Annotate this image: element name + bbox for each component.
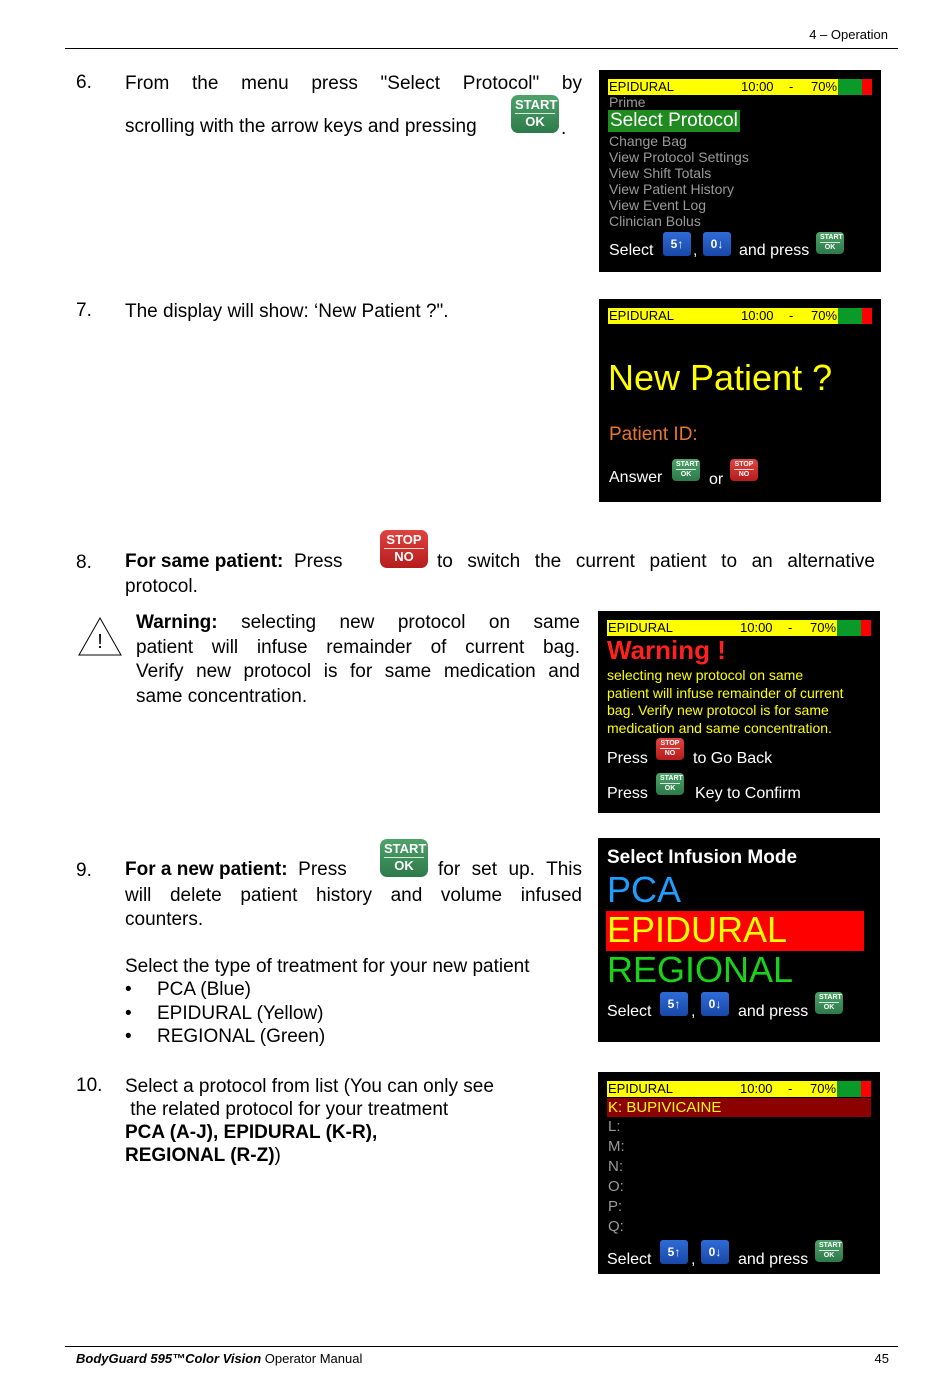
battery-icon: [838, 308, 872, 324]
start-ok-key-icon: [815, 1240, 843, 1262]
status-bar: [608, 308, 872, 324]
footer-select: Select: [609, 242, 654, 259]
step-6-line1: From the menu press "Select Protocol" by: [125, 73, 582, 94]
footer-product: BodyGuard 595™Color Vision: [76, 1351, 262, 1366]
up-key-digit: 5: [667, 1245, 675, 1259]
step-8-lead: [125, 550, 343, 574]
start-label: START: [384, 841, 427, 856]
protocol-item-m: M:: [608, 1138, 625, 1155]
footer-manual-label: Operator Manual: [261, 1351, 363, 1366]
ok-label: OK: [824, 244, 836, 251]
down-arrow-key-icon: 0↓: [701, 1240, 729, 1264]
warning-triangle-icon: [77, 615, 123, 657]
start-label: START: [515, 97, 558, 112]
stop-no-key-icon: [656, 738, 684, 760]
start-label: START: [676, 461, 699, 468]
down-key-digit: 0: [708, 997, 716, 1011]
go-back-label: to Go Back: [693, 750, 773, 767]
warning-line3: Verify new protocol is for same medication and: [136, 661, 580, 682]
footer-comma: ,: [693, 242, 698, 259]
footer-and-press: and press: [738, 1003, 809, 1020]
mode-regional: REGIONAL: [607, 949, 794, 990]
warning-body: [607, 667, 877, 737]
footer-rule: [65, 1346, 898, 1347]
warning-body-line: selecting new protocol on same: [607, 667, 804, 683]
bullet-regional: • REGIONAL (Green): [157, 1026, 325, 1048]
warning-line1-text: selecting new protocol on same: [241, 612, 580, 633]
press-label: Press: [607, 750, 648, 767]
step-6-number: 6.: [76, 72, 92, 93]
battery-icon: [837, 1081, 871, 1097]
protocol-item-p: P:: [608, 1198, 623, 1215]
step-10-line4-bold: REGIONAL (R-Z): [125, 1145, 275, 1166]
step-9-select-text: Select the type of treatment for your new patient: [125, 956, 530, 977]
warning-line1: [136, 611, 580, 635]
protocol-item-o: O:: [608, 1178, 624, 1195]
header-rule: [65, 48, 898, 49]
status-time: 10:00: [740, 620, 773, 635]
down-arrow-key-icon: 0↓: [701, 992, 729, 1016]
step-9-line3: counters.: [125, 909, 204, 930]
down-key-digit: 0: [710, 237, 718, 251]
start-label: START: [660, 775, 683, 782]
footer-select: Select: [607, 1251, 652, 1268]
up-arrow-key-icon: 5↑: [660, 992, 688, 1016]
battery-icon: [838, 79, 872, 95]
down-arrow-key-icon: 0↓: [703, 232, 731, 256]
warning-line2: patient will infuse remainder of current bag.: [136, 637, 580, 658]
menu-item-select-protocol: Select Protocol: [610, 110, 738, 131]
step-9-lead: [125, 858, 347, 882]
step-7-text: The display will show: ‘New Patient ?".: [125, 301, 449, 322]
protocol-item-n: N:: [608, 1158, 623, 1175]
status-mode: EPIDURAL: [608, 1081, 674, 1096]
step-9-number: 9.: [76, 860, 92, 881]
start-label: START: [820, 234, 843, 241]
up-arrow-key-icon: 5↑: [663, 232, 691, 256]
menu-item-change-bag: Change Bag: [609, 133, 687, 149]
protocol-item-l: L:: [608, 1118, 621, 1135]
or-label: or: [709, 471, 724, 488]
start-ok-key-icon: [816, 232, 844, 254]
step-6-line2: [125, 115, 477, 139]
ok-label: OK: [664, 785, 676, 792]
step-8-bold: For same patient:: [125, 551, 284, 572]
ok-label: OK: [680, 471, 692, 478]
ok-label: OK: [394, 858, 414, 873]
warning-title: Warning !: [607, 635, 726, 665]
step-10-line3: PCA (A-J), EPIDURAL (K-R),: [125, 1122, 378, 1143]
confirm-label: Key to Confirm: [695, 785, 801, 802]
infusion-mode-title: Select Infusion Mode: [607, 847, 798, 868]
no-label: NO: [394, 549, 414, 564]
step-8-post: to switch the current patient to an alternative: [437, 551, 875, 572]
ok-label: OK: [823, 1252, 835, 1259]
bullet-pca: • PCA (Blue): [157, 979, 251, 1001]
up-key-digit: 5: [670, 237, 678, 251]
start-label: START: [819, 994, 842, 1001]
step-8-press: Press: [293, 551, 343, 572]
warning-body-line: medication and same concentration.: [607, 719, 832, 736]
footer-and-press: and press: [739, 242, 810, 259]
protocol-item-q: Q:: [608, 1218, 624, 1235]
screen-protocol-list: [598, 1072, 880, 1274]
up-arrow-key-icon: 5↑: [660, 1240, 688, 1264]
menu-item-view-patient-history: View Patient History: [609, 181, 735, 197]
menu-item-view-event-log: View Event Log: [609, 197, 707, 213]
stop-no-key-icon: [730, 459, 758, 481]
page-number: 45: [874, 1351, 889, 1366]
footer-select: Select: [607, 1003, 652, 1020]
start-label: START: [819, 1242, 842, 1249]
status-time: 10:00: [741, 308, 774, 323]
step-9-bold: For a new patient:: [125, 859, 288, 880]
protocol-item-k: K: BUPIVICAINE: [608, 1099, 722, 1116]
step-10-line4-end: ): [274, 1145, 281, 1166]
step-10-number: 10.: [76, 1075, 103, 1096]
status-dash: -: [788, 620, 793, 635]
warning-line4: same concentration.: [136, 686, 308, 707]
step-6-line2-text: scrolling with the arrow keys and pressing: [125, 116, 477, 137]
bullet-epidural: • EPIDURAL (Yellow): [157, 1003, 323, 1025]
status-mode: EPIDURAL: [608, 620, 674, 635]
step-10-line4: [125, 1144, 281, 1168]
status-percent: 70%: [811, 308, 838, 323]
start-ok-key-icon: [511, 95, 559, 133]
status-time: 10:00: [740, 1081, 773, 1096]
mode-pca: PCA: [607, 869, 682, 910]
status-percent: 70%: [810, 620, 837, 635]
status-bar: [607, 1081, 871, 1097]
status-dash: -: [789, 79, 794, 94]
status-percent: 70%: [810, 1081, 837, 1096]
ok-label: OK: [823, 1004, 835, 1011]
up-key-digit: 5: [667, 997, 675, 1011]
status-mode: EPIDURAL: [609, 308, 675, 323]
status-dash: -: [789, 308, 794, 323]
menu-item-clinician-bolus: Clinician Bolus: [609, 213, 701, 229]
status-bar: [608, 79, 872, 95]
battery-icon: [837, 620, 871, 636]
warning-icon-mark: !: [97, 631, 103, 653]
footer-and-press: and press: [738, 1251, 809, 1268]
status-dash: -: [788, 1081, 793, 1096]
stop-label: STOP: [384, 532, 424, 549]
step-9-press: Press: [298, 859, 347, 880]
patient-id-label: Patient ID:: [609, 424, 698, 445]
footer-comma: ,: [691, 1003, 696, 1020]
warning-bold: Warning:: [136, 612, 218, 633]
start-ok-key-icon: [656, 773, 684, 795]
menu-item-view-shift-totals: View Shift Totals: [609, 165, 712, 181]
step-7-number: 7.: [76, 300, 92, 321]
stop-label: STOP: [660, 740, 680, 747]
stop-label: STOP: [734, 461, 754, 468]
menu-item-prime: Prime: [609, 94, 646, 110]
no-label: NO: [738, 471, 750, 478]
no-label: NO: [664, 750, 676, 757]
warning-body-line: patient will infuse remainder of current: [607, 684, 844, 701]
new-patient-title: New Patient ?: [608, 357, 833, 398]
footer-manual: [76, 1351, 362, 1366]
footer-comma: ,: [691, 1251, 696, 1268]
down-key-digit: 0: [708, 1245, 716, 1259]
menu-item-view-protocol-settings: View Protocol Settings: [609, 149, 749, 165]
start-ok-key-icon: [672, 459, 700, 481]
screen-warning: [598, 611, 880, 813]
step-10-line2: the related protocol for your treatment: [125, 1099, 449, 1120]
screen-infusion-mode: [598, 838, 880, 1042]
status-time: 10:00: [741, 79, 774, 94]
answer-label: Answer: [609, 469, 663, 486]
stop-no-key-icon: [380, 530, 428, 568]
start-ok-key-icon: [815, 992, 843, 1014]
step-9-line2: will delete patient history and volume infused: [125, 885, 582, 906]
warning-body-line: bag. Verify new protocol is for same: [607, 702, 829, 718]
start-ok-key-icon: [380, 839, 428, 877]
press-label: Press: [607, 785, 648, 802]
step-8-number: 8.: [76, 552, 92, 573]
step-10-line1: Select a protocol from list (You can only see: [125, 1076, 494, 1097]
status-percent: 70%: [811, 79, 838, 94]
status-mode: EPIDURAL: [609, 79, 675, 94]
step-8-line2: protocol.: [125, 576, 198, 597]
step-6-period: .: [561, 118, 567, 139]
screen-menu: [599, 70, 881, 272]
status-bar: [607, 620, 871, 636]
ok-label: OK: [525, 114, 545, 129]
screen-new-patient: [599, 299, 881, 502]
section-header: 4 – Operation: [809, 27, 888, 42]
mode-epidural: EPIDURAL: [607, 909, 788, 950]
step-9-post: for set up. This: [438, 859, 582, 880]
